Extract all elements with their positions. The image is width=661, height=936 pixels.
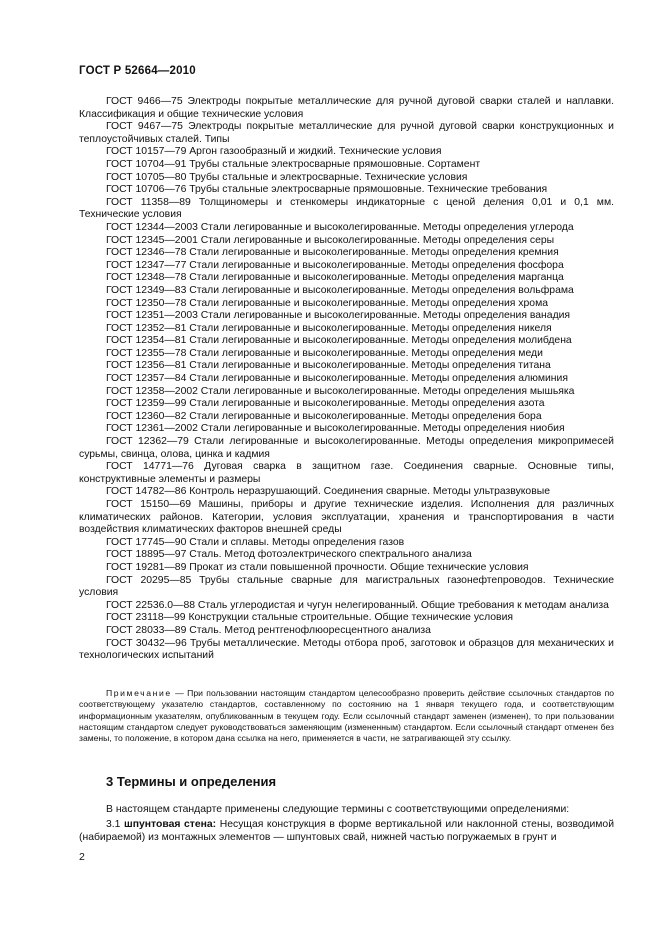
- reference-item: ГОСТ 30432—96 Трубы металлические. Методы отбора проб, заготовок и образцов для механических и технологических испытаний: [79, 637, 614, 662]
- note-block: [79, 688, 614, 744]
- reference-item: ГОСТ 12358—2002 Стали легированные и высоколегированные. Методы определения мышьяка: [106, 385, 575, 397]
- reference-item: ГОСТ 12362—79 Стали легированные и высоколегированные. Методы определения микропримесей сурьмы, свинца, олова, цинка и кадмия: [79, 436, 614, 460]
- reference-item: ГОСТ 10706—76 Трубы стальные электросварные прямошовные. Технические требования: [106, 184, 548, 196]
- reference-item: ГОСТ 12346—78 Стали легированные и высоколегированные. Методы определения кремния: [106, 247, 559, 259]
- term-definition: [79, 818, 614, 844]
- page-number: 2: [79, 851, 85, 863]
- term-name: шпунтовая стена:: [124, 819, 217, 831]
- reference-item: ГОСТ 11358—89 Толщиномеры и стенкомеры индикаторные с ценой деления 0,01 и 0,1 мм. Технические условия: [79, 196, 614, 221]
- reference-item: ГОСТ 9467—75 Электроды покрытые металлические для ручной дуговой сварки конструкционных и теплоустойчивых сталей. Типы: [79, 121, 614, 145]
- reference-item: ГОСТ 14771—76 Дуговая сварка в защитном газе. Соединения сварные. Основные типы, конструктивные элементы и размеры: [79, 461, 614, 485]
- reference-item: ГОСТ 10705—80 Трубы стальные и электросварные. Технические условия: [106, 171, 468, 183]
- reference-item: ГОСТ 12354—81 Стали легированные и высоколегированные. Методы определения молибдена: [106, 335, 572, 347]
- reference-item: ГОСТ 12355—78 Стали легированные и высоколегированные. Методы определения меди: [106, 347, 543, 359]
- reference-item: ГОСТ 12360—82 Стали легированные и высоколегированные. Методы определения бора: [106, 410, 542, 422]
- reference-item: ГОСТ 17745—90 Стали и сплавы. Методы определения газов: [106, 536, 405, 548]
- term-number: 3.1: [106, 819, 121, 831]
- reference-item: ГОСТ 12344—2003 Стали легированные и высоколегированные. Методы определения углерода: [106, 221, 574, 233]
- note-label: Примечание: [106, 688, 172, 698]
- reference-item: ГОСТ 12345—2001 Стали легированные и высоколегированные. Методы определения серы: [106, 234, 555, 246]
- reference-item: ГОСТ 23118—99 Конструкции стальные строительные. Общие технические условия: [106, 612, 514, 624]
- reference-item: ГОСТ 10704—91 Трубы стальные электросварные прямошовные. Сортамент: [106, 158, 481, 170]
- reference-item: ГОСТ 14782—86 Контроль неразрушающий. Соединения сварные. Методы ультразвуковые: [106, 486, 550, 498]
- reference-item: ГОСТ 12351—2003 Стали легированные и высоколегированные. Методы определения ванадия: [106, 310, 571, 322]
- reference-item: ГОСТ 28033—89 Сталь. Метод рентгенофлюоресцентного анализа: [106, 624, 431, 636]
- normative-references-list: [79, 96, 614, 663]
- reference-item: ГОСТ 12359—99 Стали легированные и высоколегированные. Методы определения азота: [106, 398, 545, 410]
- reference-item: ГОСТ 15150—69 Машины, приборы и другие технические изделия. Исполнения для различных климатических районов. Категории, условия эксплуатации, хранения и транспортирования в части воздействия климатических факторов внешней среды: [79, 499, 614, 536]
- note-text: — При пользовании настоящим стандартом целесообразно проверить действие ссылочных стандартов по соответствующему указателю стандартов, составленному по состоянию на 1 января текущего года, и соответствующим информационным указателям, опубликованным в текущем году. Если ссылочный стандарт заменен (изменен), то при пользовании настоящим стандартом следует руководствоваться заменяющим (измененным) стандартом. Если ссылочный стандарт отменен без замены, то положение, в котором дана ссылка на него, применяется в части, не затрагивающей эту ссылку.: [79, 688, 614, 744]
- reference-item: ГОСТ 18895—97 Сталь. Метод фотоэлектрического спектрального анализа: [106, 549, 472, 561]
- reference-item: ГОСТ 12356—81 Стали легированные и высоколегированные. Методы определения титана: [106, 360, 551, 372]
- reference-item: ГОСТ 12348—78 Стали легированные и высоколегированные. Методы определения марганца: [106, 272, 564, 284]
- section-body: [79, 803, 614, 845]
- reference-item: ГОСТ 22536.0—88 Сталь углеродистая и чугун нелегированный. Общие требования к методам анализа: [106, 599, 609, 611]
- reference-item: ГОСТ 12361—2002 Стали легированные и высоколегированные. Методы определения ниобия: [106, 423, 565, 435]
- reference-item: ГОСТ 12357—84 Стали легированные и высоколегированные. Методы определения алюминия: [106, 373, 568, 385]
- reference-item: ГОСТ 12347—77 Стали легированные и высоколегированные. Методы определения фосфора: [106, 259, 564, 271]
- section-intro: В настоящем стандарте применены следующие термины с соответствующими определениями:: [106, 804, 570, 815]
- reference-item: ГОСТ 12350—78 Стали легированные и высоколегированные. Методы определения хрома: [106, 297, 548, 309]
- reference-item: ГОСТ 19281—89 Прокат из стали повышенной прочности. Общие технические условия: [106, 561, 529, 573]
- term-text: Несущая конструкция в форме вертикальной или наклонной стены, возводимой (набираемой) из монтажных элементов — шпунтовых свай, нижней частью погружаемых в грунт и: [79, 819, 615, 844]
- reference-item: ГОСТ 20295—85 Трубы стальные сварные для магистральных газонефтепроводов. Технические условия: [79, 574, 614, 599]
- section-title: 3 Термины и определения: [106, 774, 277, 789]
- reference-item: ГОСТ 12349—83 Стали легированные и высоколегированные. Методы определения вольфрама: [106, 284, 574, 296]
- reference-item: ГОСТ 12352—81 Стали легированные и высоколегированные. Методы определения никеля: [106, 322, 552, 334]
- reference-item: ГОСТ 10157—79 Аргон газообразный и жидкий. Технические условия: [106, 146, 442, 158]
- document-header: ГОСТ Р 52664—2010: [79, 65, 196, 77]
- reference-item: ГОСТ 9466—75 Электроды покрытые металлические для ручной дуговой сварки сталей и наплавки. Классификация и общие технические условия: [79, 96, 614, 120]
